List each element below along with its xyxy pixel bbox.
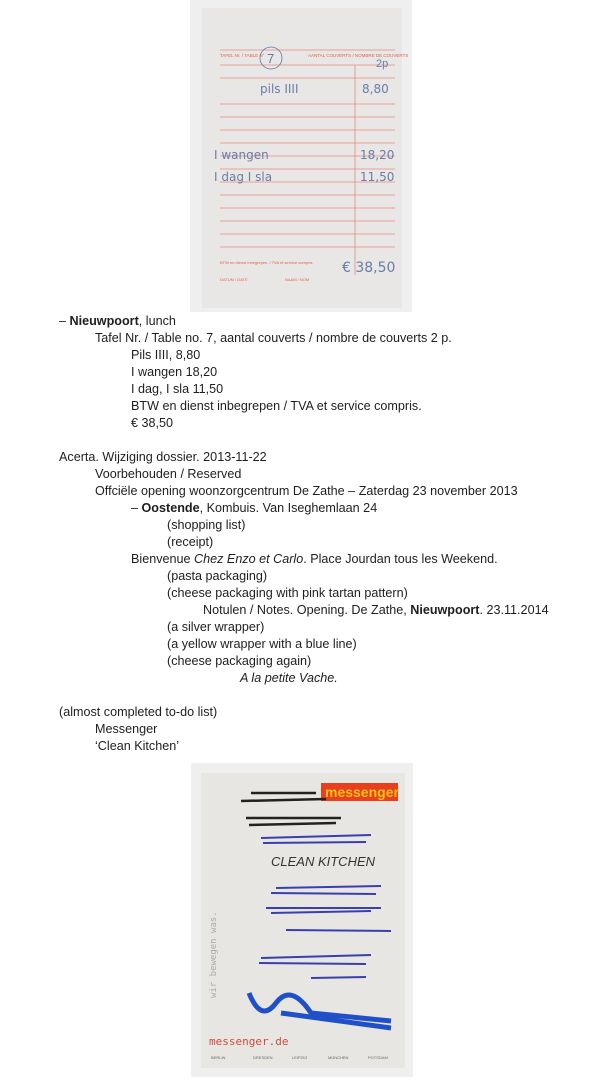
receipt-item-price: 8,80 <box>362 82 389 96</box>
pasta-line: (pasta packaging) <box>167 569 268 583</box>
table-number: 7 <box>267 51 275 66</box>
receipt-item-price: 18,20 <box>360 148 395 162</box>
total-line: € 38,50 <box>131 416 174 430</box>
item-line: I dag, I sla 11,50 <box>131 382 224 396</box>
cheese-again-line: (cheese packaging again) <box>167 654 312 668</box>
entry-nieuwpoort <box>59 313 176 330</box>
messenger-logo: messenger <box>325 784 399 800</box>
text: . Place Jourdan tous les Weekend. <box>303 552 498 566</box>
cheese-line: (cheese packaging with pink tartan pattern) <box>167 586 408 600</box>
receipt-total: € 38,50 <box>342 260 396 276</box>
handwritten-clean-kitchen: CLEAN KITCHEN <box>271 854 376 869</box>
text: . 23.11.2014 <box>479 603 549 617</box>
city: MÜNCHEN <box>328 1055 349 1060</box>
receipt-image <box>190 0 412 312</box>
covers-count: 2p <box>376 58 389 70</box>
city: BERLIN <box>211 1055 226 1060</box>
item-line: Pils IIII, 8,80 <box>131 348 201 362</box>
clean-line: ‘Clean Kitchen’ <box>95 739 180 753</box>
receipt-line: (receipt) <box>167 535 214 549</box>
name-label: NAAM / NOM <box>285 277 310 282</box>
todo-image <box>191 763 413 1077</box>
item-line: I wangen 18,20 <box>131 365 218 379</box>
place-name: Nieuwpoort <box>410 603 480 617</box>
receipt-footer: BTW en dienst inbegrepen. / TVA et service compris. <box>220 260 314 265</box>
bienvenue-line <box>131 551 498 568</box>
dash: – <box>131 501 142 515</box>
messenger-url: messenger.de <box>209 1035 289 1048</box>
table-line: Tafel Nr. / Table no. 7, aantal couverts / nombre de couverts 2 p. <box>95 331 452 345</box>
receipt-photo <box>190 0 412 312</box>
receipt-item-name: I wangen <box>214 148 269 162</box>
tax-line: BTW en dienst inbegrepen / TVA et service compris. <box>131 399 422 413</box>
dash: – <box>59 314 70 328</box>
side-slogan: wir bewegen was. <box>209 911 219 998</box>
reserved-line: Voorbehouden / Reserved <box>95 467 242 481</box>
shopping-line: (shopping list) <box>167 518 246 532</box>
text: Bienvenue <box>131 552 195 566</box>
notulen-line <box>203 602 549 619</box>
entry-oostende <box>131 500 377 517</box>
date-label: DATUM / DATE <box>220 277 248 282</box>
receipt-item-name: pils IIII <box>260 82 299 96</box>
text: Notulen / Notes. Opening. De Zathe, <box>203 603 411 617</box>
acerta-line: Acerta. Wijziging dossier. 2013-11-22 <box>59 450 267 464</box>
yellow-line: (a yellow wrapper with a blue line) <box>167 637 357 651</box>
todo-photo <box>191 763 413 1077</box>
todo-line: (almost completed to-do list) <box>59 705 218 719</box>
city: POTSDAM <box>368 1055 388 1060</box>
receipt-item-price: 11,50 <box>360 170 395 184</box>
table-label: TAFEL Nr. / TABLE N° <box>220 53 265 58</box>
city: LEIPZIG <box>292 1055 308 1060</box>
opening-line: Offciële opening woonzorgcentrum De Zathe – Zaterdag 23 november 2013 <box>95 484 518 498</box>
receipt-item-name: I dag I sla <box>214 170 273 184</box>
restaurant-name: Chez Enzo et Carlo <box>194 552 304 566</box>
silver-line: (a silver wrapper) <box>167 620 265 634</box>
place-suffix: , lunch <box>138 314 176 328</box>
city: DRESDEN <box>253 1055 273 1060</box>
place-name: Oostende <box>141 501 200 515</box>
messenger-line: Messenger <box>95 722 158 736</box>
covers-label: AANTAL COUVERTS / NOMBRE DE COUVERTS <box>308 53 409 58</box>
place-name: Nieuwpoort <box>69 314 139 328</box>
place-suffix: , Kombuis. Van Iseghemlaan 24 <box>199 501 378 515</box>
vache-line: A la petite Vache. <box>240 671 338 685</box>
